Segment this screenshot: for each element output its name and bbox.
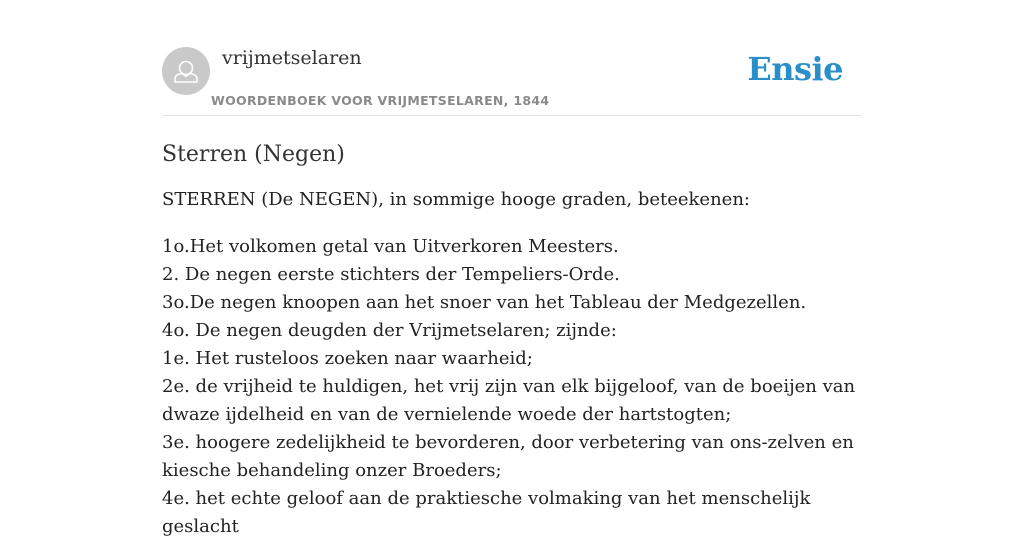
article-line: 2e. de vrijheid te huldigen, het vrij zijn van elk bijgeloof, van de boeijen van dwaze ijdelheid en van de vernielende woede der hartstogten;: [162, 376, 856, 425]
article-intro: STERREN (De NEGEN), in sommige hooge graden, beteekenen:: [162, 189, 750, 210]
page-title: Sterren (Negen): [162, 142, 345, 167]
article-line: 3e. hoogere zedelijkheid te bevorderen, door verbetering van ons-zelven en kiesche behandeling onzer Broeders;: [162, 432, 854, 481]
article-line: 4o. De negen deugden der Vrijmetselaren; zijnde:: [162, 320, 617, 341]
article-content: [162, 136, 862, 541]
avatar[interactable]: [162, 47, 210, 95]
article-body: [162, 233, 862, 541]
article-line: 3o.De negen knoopen aan het snoer van het Tableau der Medgezellen.: [162, 292, 807, 313]
user-silhouette-icon: [162, 47, 210, 95]
article-line: 1e. Het rusteloos zoeken naar waarheid;: [162, 348, 533, 369]
article-line: 2. De negen eerste stichters der Tempeliers-Orde.: [162, 264, 620, 285]
article-line: 4e. het echte geloof aan de praktiesche volmaking van het menschelijk geslacht: [162, 488, 811, 537]
author-name[interactable]: vrijmetselaren: [222, 47, 362, 69]
article-header: [162, 0, 862, 116]
source-label[interactable]: WOORDENBOEK VOOR VRIJMETSELAREN, 1844: [211, 93, 550, 108]
article-line: 1o.Het volkomen getal van Uitverkoren Meesters.: [162, 236, 619, 257]
site-logo[interactable]: Ensie: [747, 50, 843, 88]
